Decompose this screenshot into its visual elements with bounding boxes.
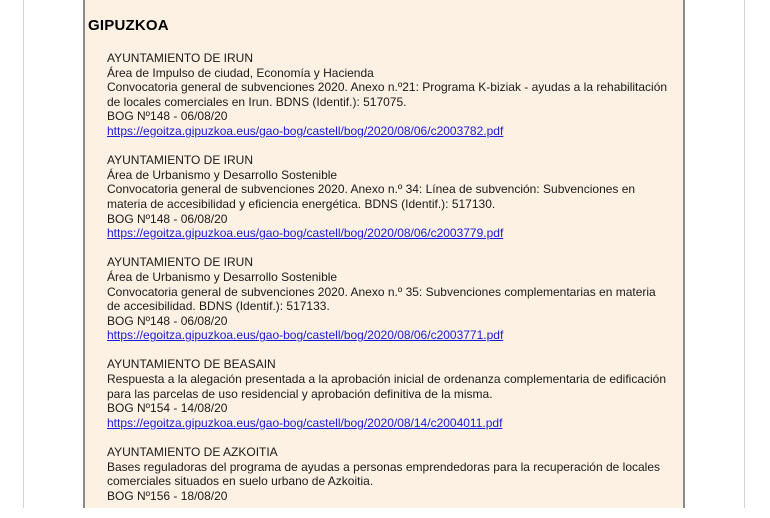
- entry-description: Respuesta a la alegación presentada a la aprobación inicial de ordenanza complementaria de edificación para las parcelas de uso residencial y aprobación definitiva de la misma.: [107, 372, 667, 401]
- region-heading: GIPUZKOA: [88, 17, 169, 34]
- entry-bog: BOG Nº148 - 06/08/20: [107, 313, 228, 328]
- list-item: [107, 255, 672, 343]
- entry-description: Convocatoria general de subvenciones 2020. Anexo n.º 34: Línea de subvención: Subvenciones en materia de accesibilidad y eficiencia energética. BDNS (Identif.): 517130.: [107, 182, 636, 211]
- list-item: [107, 445, 672, 503]
- entry-area: Área de Impulso de ciudad, Economía y Hacienda: [107, 65, 374, 80]
- entry-area: Área de Urbanismo y Desarrollo Sostenible: [107, 167, 338, 182]
- list-item: [107, 51, 672, 139]
- entry-list: [107, 51, 672, 518]
- entry-description: Bases reguladoras del programa de ayudas a personas emprendedoras para la recuperación de locales comerciales situados en suelo urbano de Azkoitia.: [107, 459, 661, 489]
- entry-pdf-link[interactable]: https://egoitza.gipuzkoa.eus/gao-bog/castell/bog/2020/08/06/c2003771.pdf: [107, 328, 504, 343]
- entry-bog: BOG Nº148 - 06/08/20: [107, 211, 228, 226]
- entry-description: Convocatoria general de subvenciones 2020. Anexo n.º21: Programa K-biziak - ayudas a la rehabilitación de locales comerciales en Irun. BDNS (Identif.): 517075.: [107, 80, 668, 109]
- entry-pdf-link[interactable]: https://egoitza.gipuzkoa.eus/gao-bog/castell/bog/2020/08/06/c2003782.pdf: [107, 123, 504, 138]
- entry-organization: AYUNTAMIENTO DE IRUN: [107, 153, 254, 168]
- entry-organization: AYUNTAMIENTO DE BEASAIN: [107, 357, 276, 372]
- entry-pdf-link[interactable]: https://egoitza.gipuzkoa.eus/gao-bog/castell/bog/2020/08/14/c2004011.pdf: [107, 415, 503, 430]
- entry-organization: AYUNTAMIENTO DE AZKOITIA: [107, 445, 278, 460]
- entry-bog: BOG Nº148 - 06/08/20: [107, 109, 228, 124]
- list-item: [107, 153, 672, 241]
- entry-organization: AYUNTAMIENTO DE IRUN: [107, 51, 254, 65]
- entry-pdf-link[interactable]: https://egoitza.gipuzkoa.eus/gao-bog/castell/bog/2020/08/06/c2003779.pdf: [107, 226, 504, 241]
- entry-organization: AYUNTAMIENTO DE IRUN: [107, 255, 254, 270]
- entry-bog: BOG Nº156 - 18/08/20: [107, 488, 228, 503]
- entry-bog: BOG Nº154 - 14/08/20: [107, 401, 228, 416]
- entry-area: Área de Urbanismo y Desarrollo Sostenible: [107, 269, 338, 284]
- entry-description: Convocatoria general de subvenciones 2020. Anexo n.º 35: Subvenciones complementarias en materia de accesibilidad. BDNS (Identif.): 517133.: [107, 284, 656, 314]
- list-item: [107, 357, 672, 430]
